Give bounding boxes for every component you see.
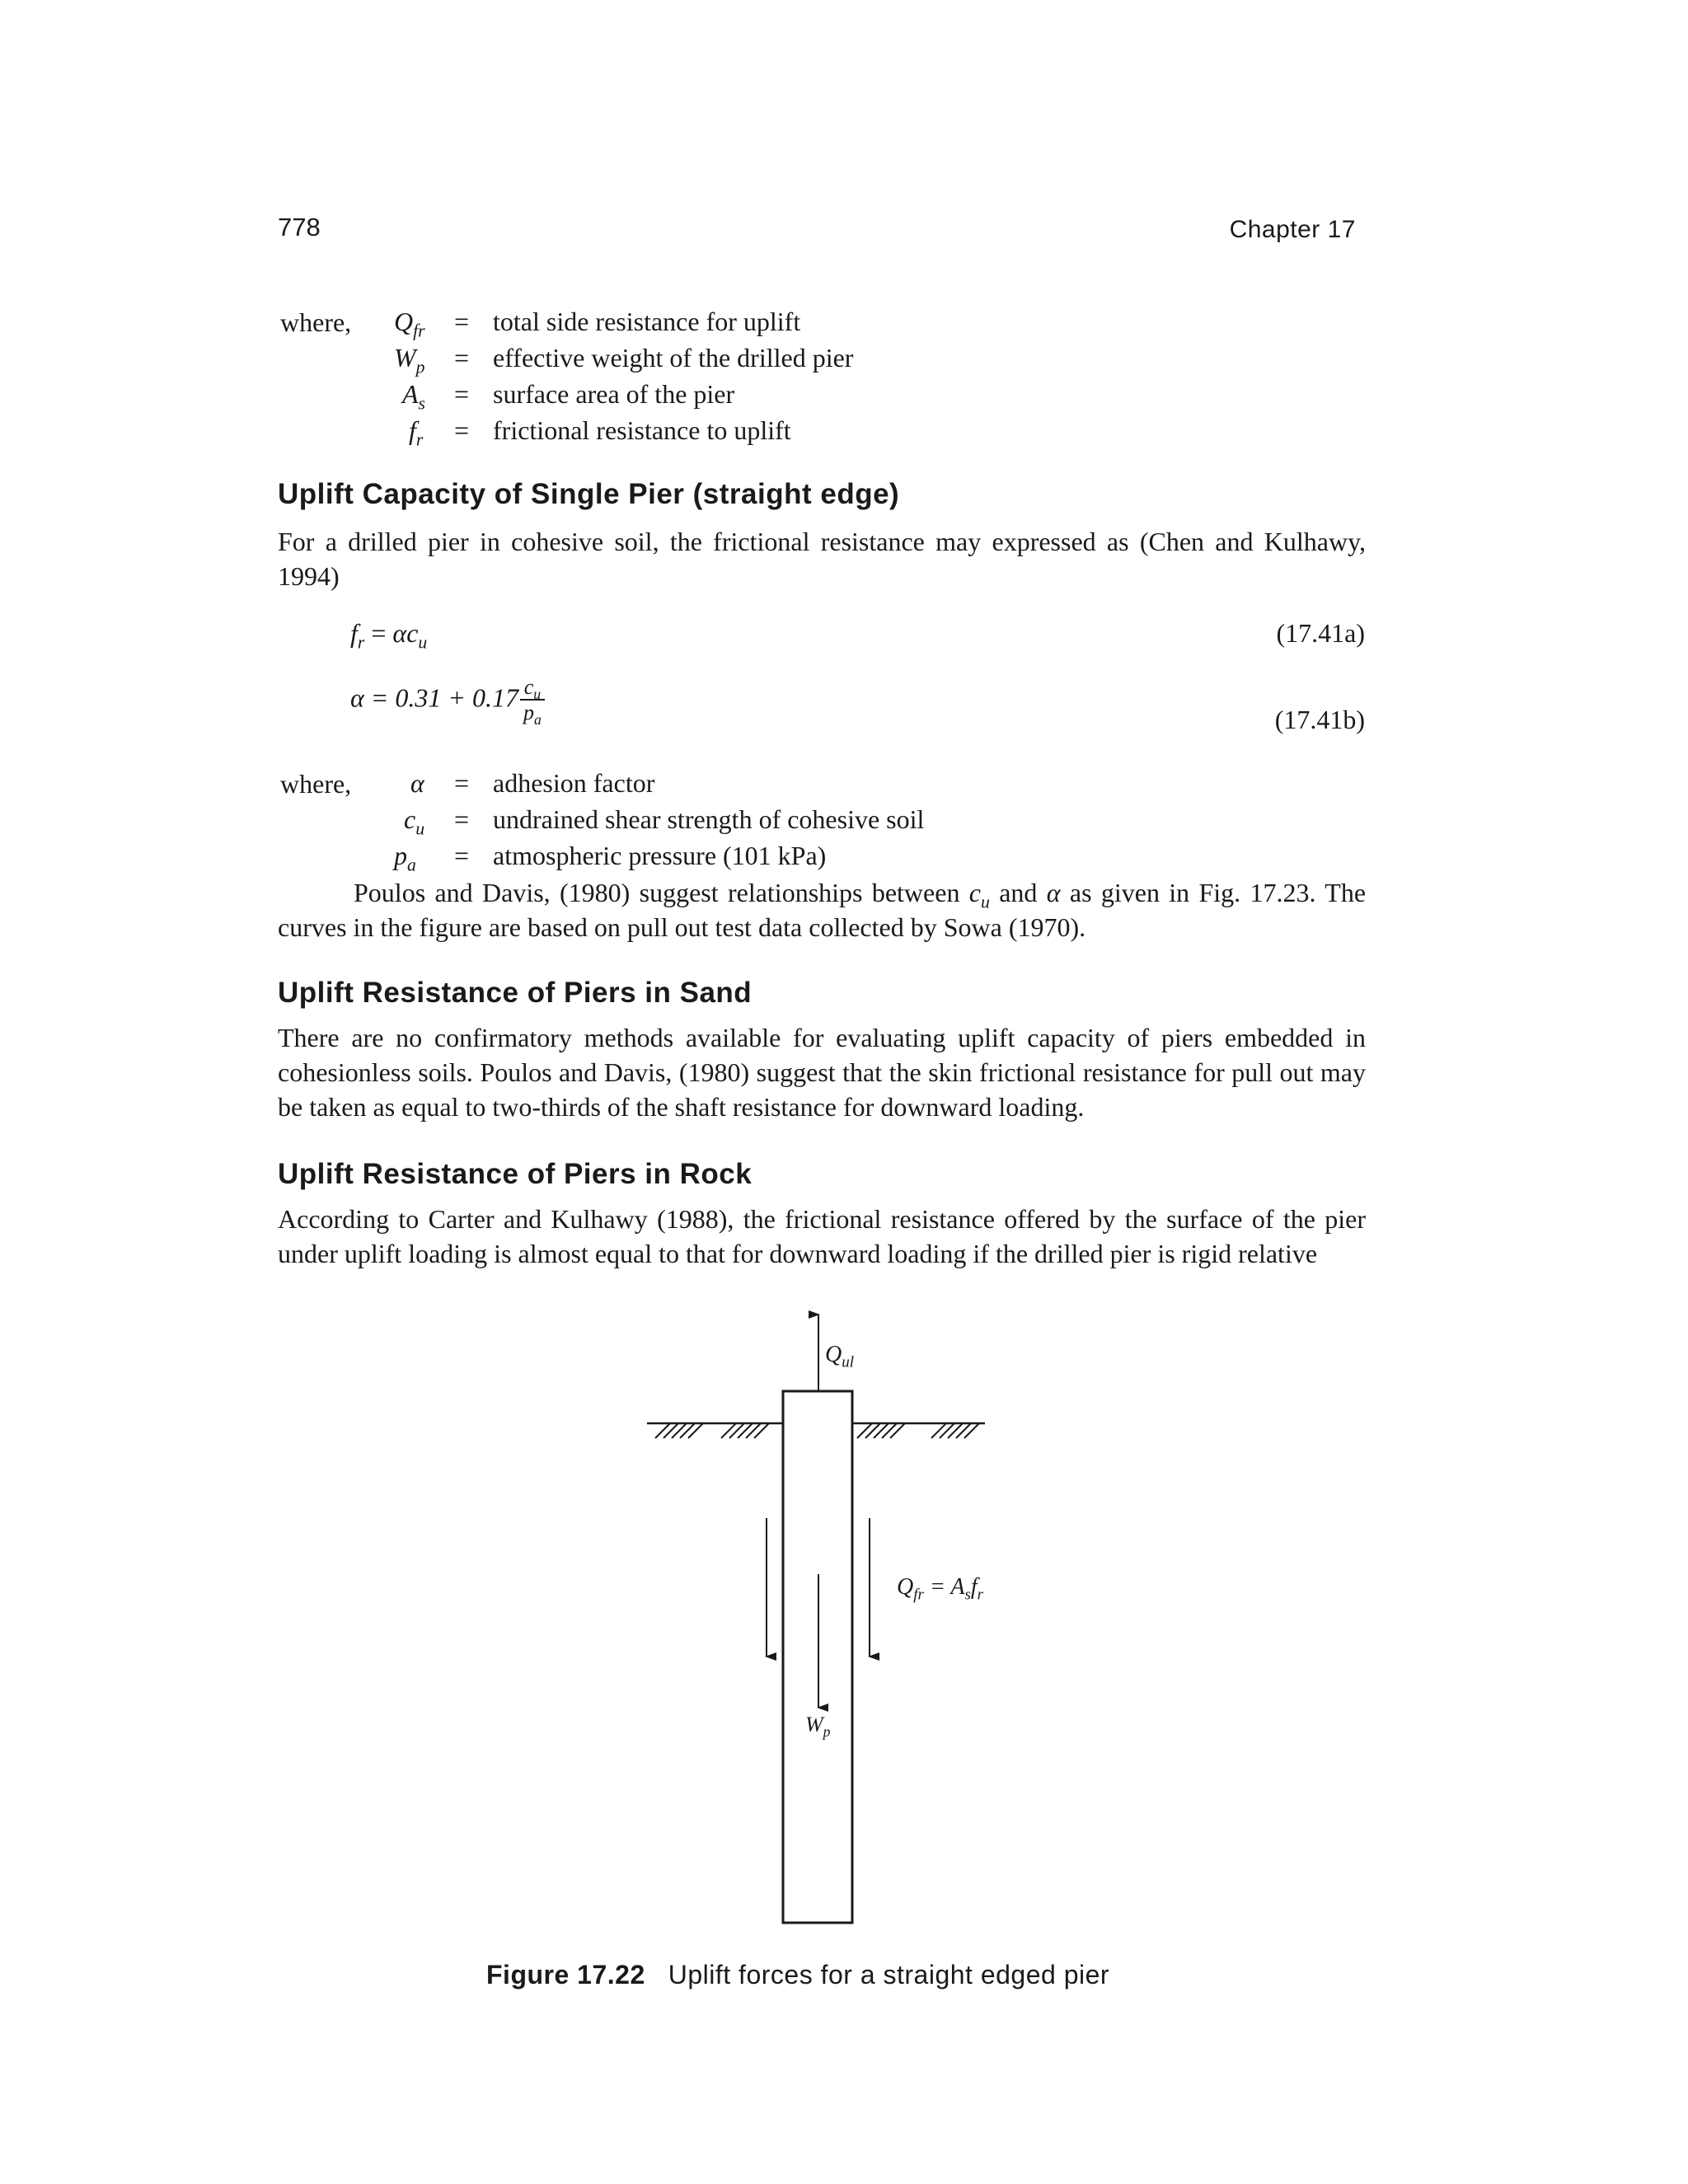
label-qul: $Q_{ul}$ — [825, 1342, 855, 1371]
definition-text: frictional resistance to uplift — [493, 415, 791, 445]
where-label-1: where, — [280, 307, 352, 337]
label-qfr-equation: $Q_{fr} = A_sf_r$ — [897, 1574, 984, 1604]
paragraph-piers-in-rock: According to Carter and Kulhawy (1988), the frictional resistance offered by the surface of the pier under uplift loading is almost equal to that for downward loading if the drilled pier is rigid relative — [278, 1204, 1366, 1268]
definition-text: undrained shear strength of cohesive soil — [493, 804, 925, 834]
definition-text: total side resistance for uplift — [493, 307, 801, 336]
equation-number-17-41a: (17.41a) — [1276, 618, 1365, 648]
definition-symbol: $W_p$ — [394, 343, 425, 377]
definition-symbol: $f_r$ — [409, 415, 424, 450]
definition-text: surface area of the pier — [493, 379, 735, 409]
fraction: $\frac{c_u}{p_a}$ — [520, 676, 545, 725]
label-wp: $W_p$ — [805, 1713, 831, 1741]
section-heading-piers-in-sand: Uplift Resistance of Piers in Sand — [278, 977, 753, 1009]
where-label-2: where, — [280, 769, 352, 799]
definition-text: adhesion factor — [493, 768, 655, 798]
definition-symbol: $A_s$ — [402, 379, 426, 414]
definition-text: atmospheric pressure (101 kPa) — [493, 841, 827, 870]
section-heading-uplift-capacity: Uplift Capacity of Single Pier (straight edge) — [278, 478, 900, 510]
definition-symbol: $c_u$ — [404, 804, 425, 839]
definition-row: α = adhesion factor — [363, 765, 1104, 801]
definition-symbol: $p_a$ — [394, 841, 416, 875]
figure-caption — [486, 1960, 1109, 1990]
page-number: 778 — [278, 213, 321, 241]
definition-row: $p_a$ = atmospheric pressure (101 kPa) — [363, 837, 1104, 874]
equation-17-41b: α = 0.31 + 0.17 $\frac{c_u}{p_a}$ — [350, 676, 545, 725]
definition-row: $Q_{fr}$ = total side resistance for uplift — [363, 303, 940, 340]
section-heading-piers-in-rock: Uplift Resistance of Piers in Rock — [278, 1158, 753, 1190]
chapter-label: Chapter 17 — [1229, 216, 1356, 243]
definition-symbol: $Q_{fr}$ — [394, 307, 425, 341]
paragraph-piers-in-sand: There are no confirmatory methods available for evaluating uplift capacity of piers embedded in cohesionless soils. Poulos and Davis, (1980) suggest that the skin frictional resistance for pull out may be taken as equal to two-thirds of the shaft resistance for downward loading. — [278, 1023, 1366, 1122]
figure-caption-text: Uplift forces for a straight edged pier — [668, 1960, 1110, 1990]
ground-hatching-right — [857, 1423, 979, 1438]
definition-symbol: α — [410, 768, 424, 798]
equation-17-41a: $f_r = \alpha c_u$ — [350, 618, 428, 653]
definition-row: $f_r$ = frictional resistance to uplift — [363, 412, 940, 448]
equation-number-17-41b: (17.41b) — [1274, 705, 1365, 734]
figure-caption-number: Figure 17.22 — [486, 1960, 645, 1990]
definition-row: $c_u$ = undrained shear strength of cohesive soil — [363, 801, 1104, 837]
definition-row: $W_p$ = effective weight of the drilled pier — [363, 340, 940, 376]
paragraph-poulos-davis: Poulos and Davis, (1980) suggest relationships between $c_u$ and α as given in Fig. 17.23. The curves in the figure are based on pull out test data collected by Sowa (1970). — [278, 878, 1367, 942]
ground-hatching-left — [655, 1423, 769, 1438]
paragraph-uplift-capacity: For a drilled pier in cohesive soil, the frictional resistance may expressed as (Chen and Kulhawy, 1994) — [278, 527, 1366, 591]
definition-text: effective weight of the drilled pier — [493, 343, 854, 373]
definition-row: $A_s$ = surface area of the pier — [363, 376, 940, 412]
